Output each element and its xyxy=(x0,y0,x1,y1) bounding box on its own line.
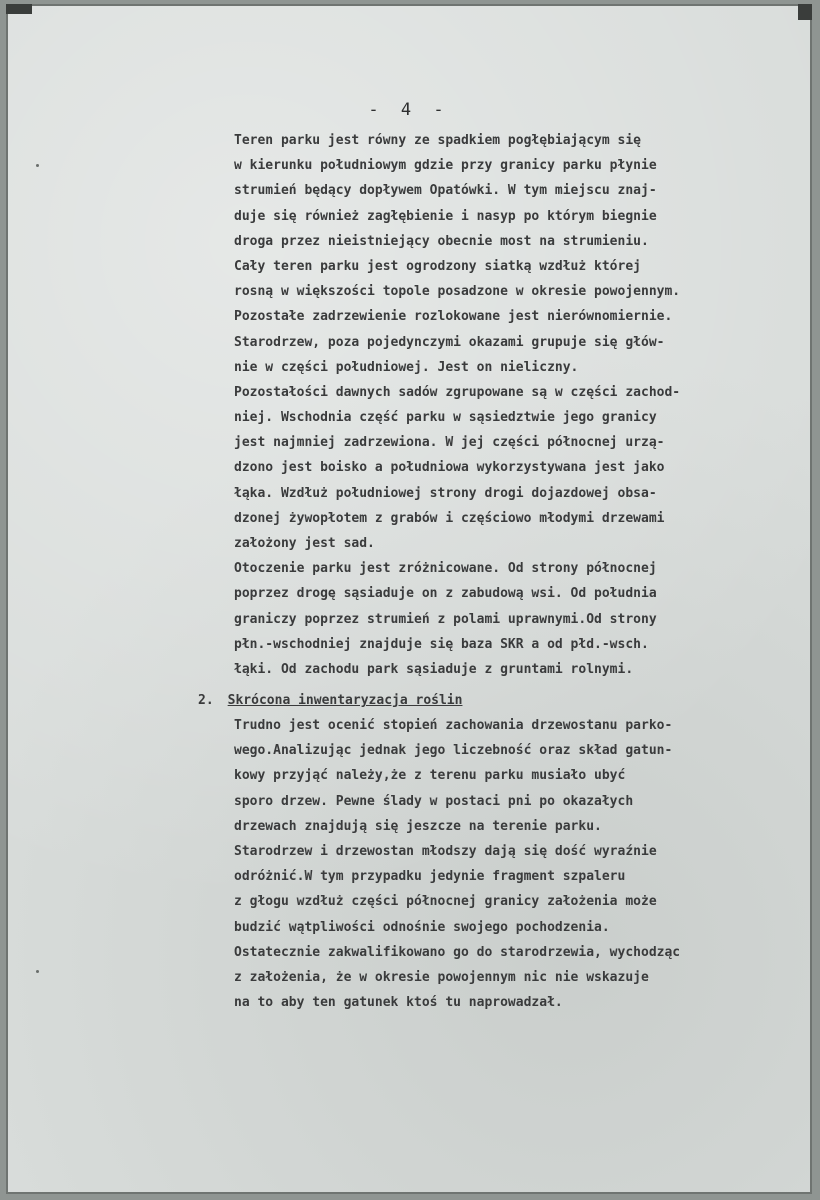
text-line: odróżnić.W tym przypadku jedynie fragment szpaleru xyxy=(234,869,626,885)
text-line: nie w części południowej. Jest on nieliczny. xyxy=(234,359,579,375)
text-line: Pozostałości dawnych sadów zgrupowane są w części zachod- xyxy=(234,384,681,400)
punch-hole-mark xyxy=(36,970,39,973)
text-line: Ostatecznie zakwalifikowano go do starodrzewia, wychodząc xyxy=(234,944,681,960)
punch-hole-mark xyxy=(36,164,39,167)
body-text-bottom xyxy=(234,713,799,1015)
text-line: kowy przyjąć należy,że z terenu parku musiało ubyć xyxy=(234,768,626,784)
page-number: - 4 - xyxy=(368,100,450,120)
scan-corner-mark xyxy=(798,4,812,20)
text-line: graniczy poprzez strumień z polami uprawnymi.Od strony xyxy=(234,611,657,627)
text-line: z założenia, że w okresie powojennym nic nie wskazuje xyxy=(234,969,649,985)
section-title: Skrócona inwentaryzacja roślin xyxy=(227,693,463,708)
text-line: Trudno jest ocenić stopień zachowania drzewostanu parko- xyxy=(234,718,673,733)
text-line: sporo drzew. Pewne ślady w postaci pni po okazałych xyxy=(234,793,634,809)
text-line: Starodrzew, poza pojedynczymi okazami grupuje się głów- xyxy=(234,334,665,350)
text-line: z głogu wzdłuż części północnej granicy założenia może xyxy=(234,894,657,910)
text-line: strumień będący dopływem Opatówki. W tym miejscu znaj- xyxy=(234,183,657,199)
text-line: budzić wątpliwości odnośnie swojego pochodzenia. xyxy=(234,919,610,935)
document-page xyxy=(6,4,812,1194)
text-line: płn.-wschodniej znajduje się baza SKR a od płd.-wsch. xyxy=(234,636,649,652)
text-line: łąka. Wzdłuż południowej strony drogi dojazdowej obsa- xyxy=(234,485,657,501)
text-line: Starodrzew i drzewostan młodszy dają się dość wyraźnie xyxy=(234,843,657,859)
text-line: dzono jest boisko a południowa wykorzystywana jest jako xyxy=(234,460,665,476)
text-line: poprzez drogę sąsiaduje on z zabudową wsi. Od południa xyxy=(234,586,657,602)
text-line: rosną w większości topole posadzone w okresie powojennym. xyxy=(234,284,681,300)
text-line: dzonej żywopłotem z grabów i częściowo młodymi drzewami xyxy=(234,510,665,526)
text-line: łąki. Od zachodu park sąsiaduje z gruntami rolnymi. xyxy=(234,661,634,677)
text-line: Otoczenie parku jest zróżnicowane. Od strony północnej xyxy=(234,561,657,577)
body-text-top xyxy=(234,128,799,682)
section-heading xyxy=(198,688,462,713)
text-line: droga przez nieistniejący obecnie most na strumieniu. xyxy=(234,233,649,249)
text-line: Cały teren parku jest ogrodzony siatką wzdłuż której xyxy=(234,258,641,274)
text-line: w kierunku południowym gdzie przy granicy parku płynie xyxy=(234,158,657,174)
text-line: na to aby ten gatunek ktoś tu naprowadzał. xyxy=(234,995,563,1011)
section-number: 2. xyxy=(198,693,214,708)
scan-corner-mark xyxy=(6,4,32,14)
text-line: Teren parku jest równy ze spadkiem pogłębiającym się xyxy=(234,133,641,148)
text-line: założony jest sad. xyxy=(234,536,375,551)
text-line: niej. Wschodnia część parku w sąsiedztwie jego granicy xyxy=(234,410,657,426)
text-line: jest najmniej zadrzewiona. W jej części północnej urzą- xyxy=(234,435,665,451)
text-line: wego.Analizując jednak jego liczebność oraz skład gatun- xyxy=(234,743,673,759)
text-line: duje się również zagłębienie i nasyp po którym biegnie xyxy=(234,208,657,224)
text-line: Pozostałe zadrzewienie rozlokowane jest nierównomiernie. xyxy=(234,309,673,325)
text-line: drzewach znajdują się jeszcze na terenie parku. xyxy=(234,818,602,834)
